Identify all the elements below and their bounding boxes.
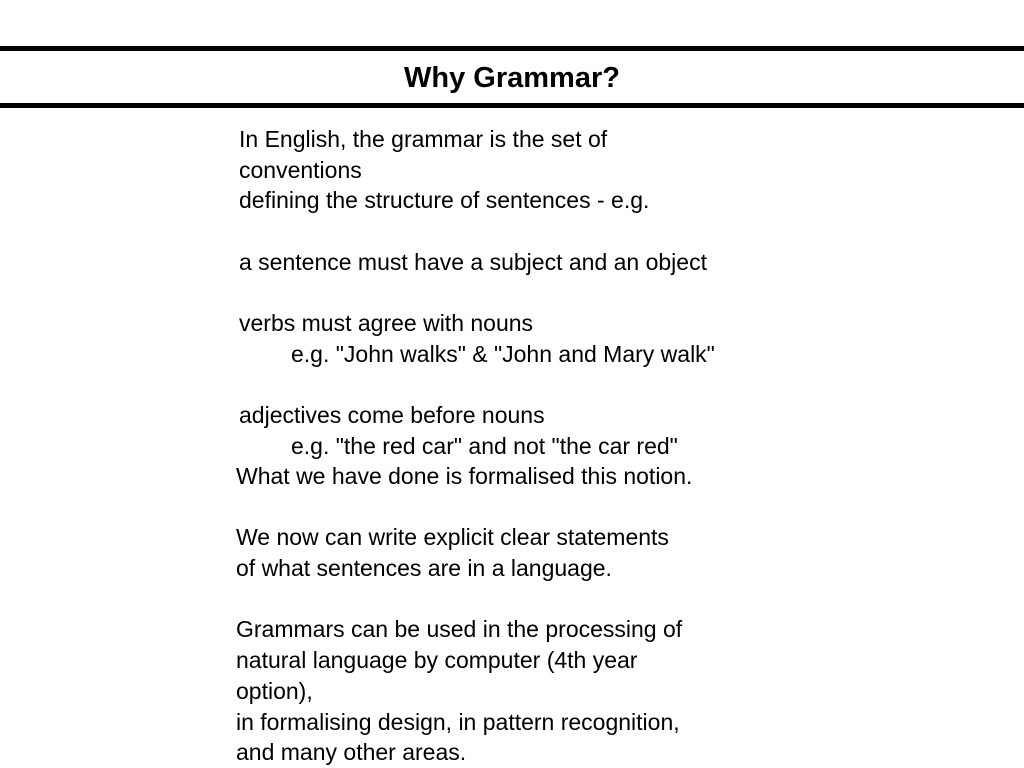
text-line: natural language by computer (4th year: [236, 647, 638, 674]
blank-line: [239, 278, 769, 309]
grammar-purpose-text: [236, 461, 766, 768]
text-line: of what sentences are in a language.: [236, 555, 612, 582]
slide-title: Why Grammar?: [404, 62, 620, 94]
text-line: conventions: [239, 156, 362, 183]
text-line: option),: [236, 677, 313, 704]
blank-line: [239, 370, 769, 401]
example-line: e.g. "the red car" and not "the car red": [291, 432, 678, 459]
text-line: adjectives come before nouns: [239, 402, 545, 429]
text-line: verbs must agree with nouns: [239, 310, 534, 337]
text-line: a sentence must have a subject and an object: [239, 248, 707, 275]
title-top-rule: [0, 46, 1024, 51]
blank-line: [239, 216, 769, 247]
text-line: Grammars can be used in the processing of: [236, 616, 683, 643]
blank-line: [236, 492, 766, 523]
grammar-definition-text: [239, 124, 769, 462]
text-line: defining the structure of sentences - e.g.: [239, 187, 650, 214]
text-line: and many other areas.: [236, 739, 467, 766]
text-line: In English, the grammar is the set of: [239, 126, 608, 152]
title-bottom-rule: [0, 103, 1024, 108]
text-line: in formalising design, in pattern recognition,: [236, 708, 680, 735]
text-line: We now can write explicit clear statements: [236, 524, 669, 551]
blank-line: [236, 584, 766, 615]
example-line: e.g. "John walks" & "John and Mary walk": [291, 340, 715, 367]
text-line: What we have done is formalised this notion.: [236, 463, 693, 489]
